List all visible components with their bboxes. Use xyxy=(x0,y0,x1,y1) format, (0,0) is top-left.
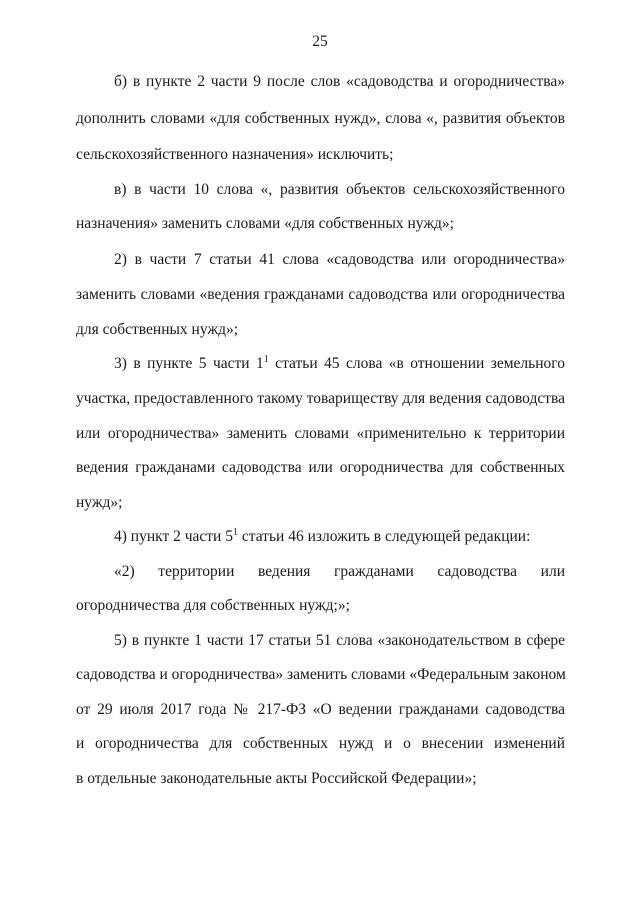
paragraph-2-line-2: заменить словами «ведения гражданами садоводства или огородничества xyxy=(76,286,565,303)
paragraph-5-line-5: в отдельные законодательные акты Российской Федерации»; xyxy=(76,770,477,787)
paragraph-3-line-3: или огородничества» заменить словами «применительно к территории xyxy=(76,425,565,442)
paragraph-2-line-1: 2) в части 7 статьи 41 слова «садоводства или огородничества» xyxy=(114,251,565,268)
quote-line-1: «2) территории ведения гражданами садоводства или xyxy=(114,563,565,580)
quote-line-2: огородничества для собственных нужд;»; xyxy=(76,597,350,614)
paragraph-b-line-1: б) в пункте 2 части 9 после слов «садоводства и огородничества» xyxy=(114,73,565,90)
paragraph-5-line-1: 5) в пункте 1 части 17 статьи 51 слова «законодательством в сфере xyxy=(114,632,565,649)
paragraph-b-line-3: сельскохозяйственного назначения» исключить; xyxy=(76,146,394,163)
paragraph-3-line-4: ведения гражданами садоводства или огородничества для собственных xyxy=(76,459,565,476)
paragraph-5-line-2: садоводства и огородничества» заменить словами «Федеральным законом xyxy=(76,666,566,683)
paragraph-3-line-1 xyxy=(114,354,565,374)
paragraph-2-line-3: для собственных нужд»; xyxy=(76,321,239,338)
paragraph-3-line-1-end: статьи 45 слова «в отношении земельного xyxy=(268,355,565,372)
paragraph-4-line-1 xyxy=(114,527,565,547)
paragraph-3-line-2: участка, предоставленного такому товариществу для ведения садоводства xyxy=(76,390,565,407)
paragraph-3-line-1-start: 3) в пункте 5 части 1 xyxy=(114,355,264,372)
paragraph-3-line-5: нужд»; xyxy=(76,494,123,511)
page-number: 25 xyxy=(312,33,328,50)
paragraph-5-line-4: и огородничества для собственных нужд и о внесении изменений xyxy=(76,735,565,752)
paragraph-5-line-3: от 29 июля 2017 года № 217-ФЗ «О ведении гражданами садоводства xyxy=(76,701,565,718)
paragraph-b-line-2: дополнить словами «для собственных нужд», слова «, развития объектов xyxy=(76,110,565,127)
paragraph-4-line-1-start: 4) пункт 2 части 5 xyxy=(114,528,233,545)
paragraph-4-line-1-end: статьи 46 изложить в следующей редакции: xyxy=(237,528,531,545)
paragraph-4-superscript: 1 xyxy=(232,527,238,538)
paragraph-v-line-2: назначения» заменить словами «для собственных нужд»; xyxy=(76,215,454,232)
paragraph-v-line-1: в) в части 10 слова «, развития объектов сельскохозяйственного xyxy=(114,181,565,198)
paragraph-3-superscript: 1 xyxy=(263,354,269,365)
